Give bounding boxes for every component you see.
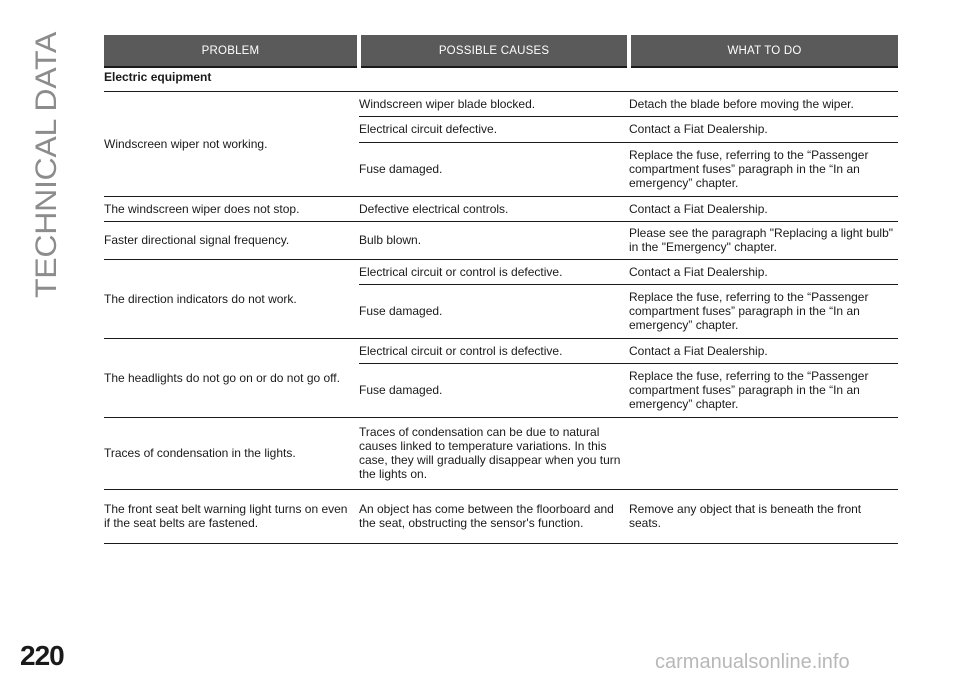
- chapter-side-title: [14, 30, 70, 300]
- table-row: [104, 260, 898, 285]
- table-row: [104, 197, 898, 222]
- chapter-side-title-text: TECHNICAL DATA: [30, 49, 63, 298]
- page-number: 220: [20, 640, 64, 671]
- action-cell: Contact a Fiat Dealership.: [629, 339, 898, 364]
- header-possible-causes: POSSIBLE CAUSES: [359, 35, 629, 67]
- table-header-row: [104, 35, 898, 67]
- problem-cell: The windscreen wiper does not stop.: [104, 197, 359, 222]
- action-cell: Remove any object that is beneath the front seats.: [629, 490, 898, 544]
- table-row: [104, 92, 898, 117]
- problem-cell: The front seat belt warning light turns on even if the seat belts are fastened.: [104, 490, 359, 544]
- action-cell: Contact a Fiat Dealership.: [629, 197, 898, 222]
- table-row: [104, 339, 898, 364]
- action-cell: Please see the paragraph "Replacing a light bulb" in the "Emergency" chapter.: [629, 222, 898, 260]
- action-cell: Contact a Fiat Dealership.: [629, 117, 898, 143]
- cause-cell: Windscreen wiper blade blocked.: [359, 92, 629, 117]
- problem-cell: Windscreen wiper not working.: [104, 92, 359, 197]
- section-title: Electric equipment: [104, 67, 898, 92]
- action-cell: Detach the blade before moving the wiper.: [629, 92, 898, 117]
- table-row: [104, 490, 898, 544]
- table-row: [104, 222, 898, 260]
- cause-cell: An object has come between the floorboard and the seat, obstructing the sensor's function.: [359, 490, 629, 544]
- watermark: carmanualsonline.info: [655, 651, 850, 673]
- problem-cell: The headlights do not go on or do not go off.: [104, 339, 359, 418]
- table-body: [104, 67, 898, 544]
- header-what-to-do: WHAT TO DO: [629, 35, 898, 67]
- action-cell: Replace the fuse, referring to the “Passenger compartment fuses” paragraph in the “In an emergency” chapter.: [629, 364, 898, 418]
- cause-cell: Fuse damaged.: [359, 285, 629, 339]
- cause-cell: Electrical circuit or control is defective.: [359, 339, 629, 364]
- cause-cell: Defective electrical controls.: [359, 197, 629, 222]
- action-cell: Contact a Fiat Dealership.: [629, 260, 898, 285]
- section-row: [104, 67, 898, 92]
- problem-cell: Traces of condensation in the lights.: [104, 418, 359, 490]
- cause-cell: Bulb blown.: [359, 222, 629, 260]
- action-cell: Replace the fuse, referring to the “Passenger compartment fuses” paragraph in the “In an emergency” chapter.: [629, 143, 898, 197]
- problem-cell: Faster directional signal frequency.: [104, 222, 359, 260]
- cause-cell: Electrical circuit or control is defective.: [359, 260, 629, 285]
- action-cell: [629, 418, 898, 490]
- troubleshooting-table: [104, 35, 898, 544]
- table-row: [104, 418, 898, 490]
- cause-cell: Traces of condensation can be due to natural causes linked to temperature variations. In this case, they will gradually disappear when you turn the lights on.: [359, 418, 629, 490]
- action-cell: Replace the fuse, referring to the “Passenger compartment fuses” paragraph in the “In an emergency” chapter.: [629, 285, 898, 339]
- cause-cell: Fuse damaged.: [359, 143, 629, 197]
- cause-cell: Electrical circuit defective.: [359, 117, 629, 143]
- header-problem: PROBLEM: [104, 35, 359, 67]
- problem-cell: The direction indicators do not work.: [104, 260, 359, 339]
- cause-cell: Fuse damaged.: [359, 364, 629, 418]
